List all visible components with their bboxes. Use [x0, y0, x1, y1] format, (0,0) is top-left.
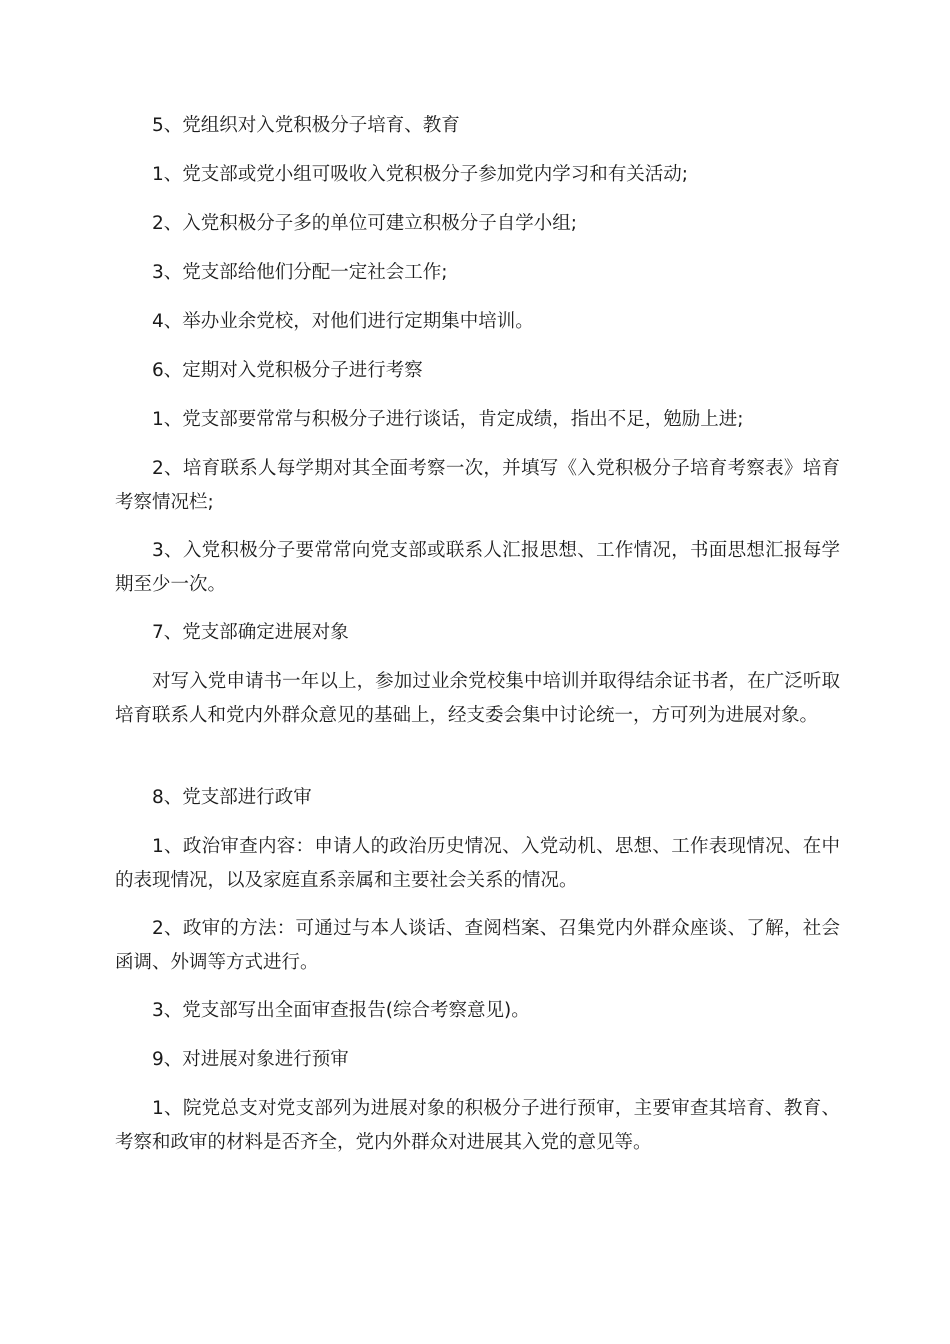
paragraph: 1、政治审查内容：申请人的政治历史情况、入党动机、思想、工作表现情况、在中的表现情况，以及家庭直系亲属和主要社会关系的情况。 [115, 836, 840, 891]
heading-9: 9、对进展对象进行预审 [152, 1049, 349, 1070]
paragraph: 对写入党申请书一年以上，参加过业余党校集中培训并取得结余证书者，在广泛听取培育联系人和党内外群众意见的基础上，经支委会集中讨论统一，方可列为进展对象。 [115, 671, 840, 726]
paragraph: 2、培育联系人每学期对其全面考察一次，并填写《入党积极分子培育考察表》培育考察情况栏; [115, 458, 840, 513]
heading-8: 8、党支部进行政审 [152, 787, 312, 808]
paragraph: 3、党支部给他们分配一定社会工作; [152, 262, 448, 283]
paragraph: 1、党支部要常常与积极分子进行谈话，肯定成绩，指出不足，勉励上进; [152, 409, 744, 430]
heading-7: 7、党支部确定进展对象 [152, 622, 349, 643]
heading-5: 5、党组织对入党积极分子培育、教育 [152, 115, 460, 136]
paragraph: 1、院党总支对党支部列为进展对象的积极分子进行预审，主要审查其培育、教育、考察和政审的材料是否齐全，党内外群众对进展其入党的意见等。 [115, 1098, 840, 1153]
paragraph: 2、政审的方法：可通过与本人谈话、查阅档案、召集党内外群众座谈、了解，社会函调、外调等方式进行。 [115, 918, 840, 973]
paragraph: 3、入党积极分子要常常向党支部或联系人汇报思想、工作情况，书面思想汇报每学期至少一次。 [115, 540, 840, 595]
paragraph: 1、党支部或党小组可吸收入党积极分子参加党内学习和有关活动; [152, 164, 689, 185]
paragraph: 2、入党积极分子多的单位可建立积极分子自学小组; [152, 213, 578, 234]
paragraph: 4、举办业余党校，对他们进行定期集中培训。 [152, 311, 534, 332]
heading-6: 6、定期对入党积极分子进行考察 [152, 360, 423, 381]
paragraph: 3、党支部写出全面审查报告(综合考察意见)。 [152, 1000, 530, 1021]
